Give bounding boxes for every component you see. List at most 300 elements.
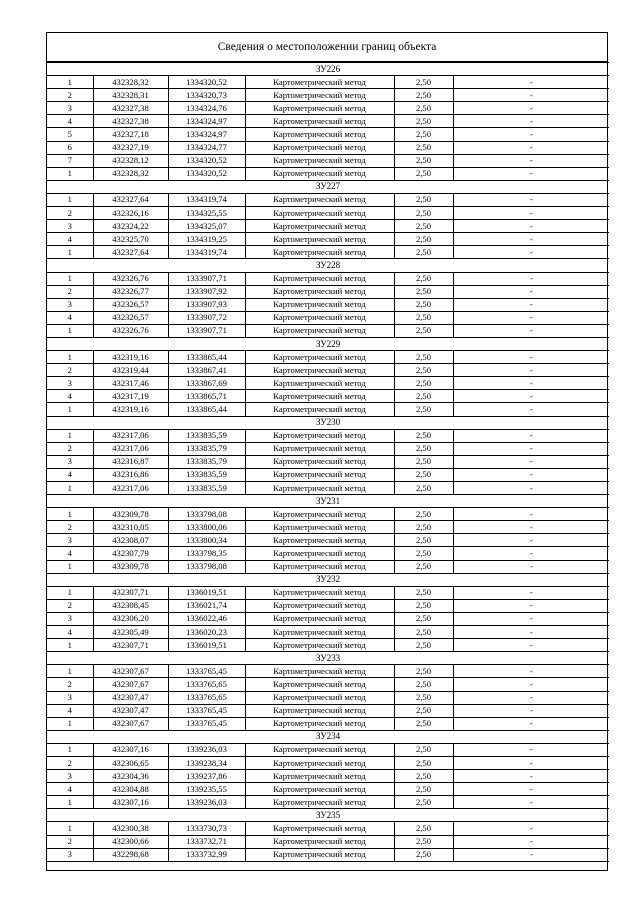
description-dash: -: [453, 534, 609, 547]
document-title: Сведения о местоположении границ объекта: [47, 33, 607, 62]
table-row: [47, 639, 609, 652]
coordinate-x: 432306,65: [93, 756, 168, 769]
precision-value: 2,50: [394, 390, 453, 403]
coordinate-x: 432309,78: [93, 508, 168, 521]
coordinate-x: 432317,06: [93, 482, 168, 495]
description-dash: -: [453, 822, 609, 835]
point-number: 4: [47, 390, 93, 403]
precision-value: 2,50: [394, 246, 453, 259]
coordinate-y: 1333907,72: [168, 311, 245, 324]
precision-value: 2,50: [394, 429, 453, 442]
determination-method: Картометрический метод: [245, 272, 394, 285]
point-number: 1: [47, 560, 93, 573]
point-number: 4: [47, 704, 93, 717]
coordinate-y: 1334324,97: [168, 128, 245, 141]
precision-value: 2,50: [394, 822, 453, 835]
description-dash: -: [453, 167, 609, 180]
description-dash: -: [453, 154, 609, 167]
precision-value: 2,50: [394, 547, 453, 560]
determination-method: Картометрический метод: [245, 743, 394, 756]
parcel-name: ЗУ227: [47, 180, 609, 193]
precision-value: 2,50: [394, 128, 453, 141]
determination-method: Картометрический метод: [245, 717, 394, 730]
table-row: [47, 691, 609, 704]
determination-method: Картометрический метод: [245, 141, 394, 154]
document-sheet: [46, 32, 608, 871]
point-number: 5: [47, 128, 93, 141]
precision-value: 2,50: [394, 770, 453, 783]
determination-method: Картометрический метод: [245, 311, 394, 324]
description-dash: -: [453, 403, 609, 416]
coordinate-x: 432326,57: [93, 311, 168, 324]
coordinate-x: 432308,07: [93, 534, 168, 547]
precision-value: 2,50: [394, 796, 453, 809]
determination-method: Картометрический метод: [245, 377, 394, 390]
determination-method: Картометрический метод: [245, 324, 394, 337]
coordinate-y: 1334324,76: [168, 102, 245, 115]
precision-value: 2,50: [394, 468, 453, 481]
table-row: [47, 364, 609, 377]
description-dash: -: [453, 560, 609, 573]
description-dash: -: [453, 756, 609, 769]
coordinate-y: 1334319,74: [168, 193, 245, 206]
description-dash: -: [453, 665, 609, 678]
coordinate-x: 432326,16: [93, 207, 168, 220]
coordinate-y: 1333865,71: [168, 390, 245, 403]
table-row: [47, 665, 609, 678]
parcel-name: ЗУ229: [47, 337, 609, 350]
parcel-header-row: [47, 416, 609, 429]
coordinate-y: 1334320,73: [168, 89, 245, 102]
description-dash: -: [453, 626, 609, 639]
table-row: [47, 848, 609, 861]
determination-method: Картометрический метод: [245, 220, 394, 233]
coordinate-x: 432308,45: [93, 599, 168, 612]
coordinate-y: 1334325,55: [168, 207, 245, 220]
coordinate-y: 1333865,44: [168, 351, 245, 364]
precision-value: 2,50: [394, 534, 453, 547]
coordinate-x: 432307,71: [93, 639, 168, 652]
description-dash: -: [453, 102, 609, 115]
coordinate-y: 1333800,06: [168, 521, 245, 534]
determination-method: Картометрический метод: [245, 796, 394, 809]
precision-value: 2,50: [394, 455, 453, 468]
coordinate-y: 1333798,35: [168, 547, 245, 560]
point-number: 1: [47, 193, 93, 206]
determination-method: Картометрический метод: [245, 167, 394, 180]
coordinate-x: 432307,67: [93, 665, 168, 678]
coordinate-x: 432307,71: [93, 586, 168, 599]
description-dash: -: [453, 390, 609, 403]
description-dash: -: [453, 482, 609, 495]
coordinate-y: 1333732,99: [168, 848, 245, 861]
point-number: 3: [47, 455, 93, 468]
precision-value: 2,50: [394, 364, 453, 377]
parcel-header-row: [47, 730, 609, 743]
table-row: [47, 508, 609, 521]
description-dash: -: [453, 547, 609, 560]
description-dash: -: [453, 704, 609, 717]
coordinate-y: 1333835,59: [168, 429, 245, 442]
table-row: [47, 429, 609, 442]
precision-value: 2,50: [394, 324, 453, 337]
precision-value: 2,50: [394, 311, 453, 324]
determination-method: Картометрический метод: [245, 612, 394, 625]
description-dash: -: [453, 76, 609, 89]
point-number: 1: [47, 639, 93, 652]
description-dash: -: [453, 835, 609, 848]
parcel-name: ЗУ226: [47, 63, 609, 76]
parcel-header-row: [47, 337, 609, 350]
point-number: 3: [47, 534, 93, 547]
description-dash: -: [453, 455, 609, 468]
coordinate-x: 432306,20: [93, 612, 168, 625]
precision-value: 2,50: [394, 639, 453, 652]
coordinate-y: 1333798,08: [168, 560, 245, 573]
precision-value: 2,50: [394, 783, 453, 796]
table-row: [47, 207, 609, 220]
table-row: [47, 612, 609, 625]
description-dash: -: [453, 207, 609, 220]
coordinate-x: 432327,18: [93, 128, 168, 141]
point-number: 4: [47, 311, 93, 324]
point-number: 1: [47, 482, 93, 495]
precision-value: 2,50: [394, 717, 453, 730]
precision-value: 2,50: [394, 704, 453, 717]
coordinate-y: 1339235,55: [168, 783, 245, 796]
coordinate-y: 1339238,34: [168, 756, 245, 769]
determination-method: Картометрический метод: [245, 626, 394, 639]
determination-method: Картометрический метод: [245, 468, 394, 481]
determination-method: Картометрический метод: [245, 521, 394, 534]
determination-method: Картометрический метод: [245, 403, 394, 416]
coordinate-x: 432326,76: [93, 324, 168, 337]
parcel-name: ЗУ231: [47, 495, 609, 508]
parcel-name: ЗУ232: [47, 573, 609, 586]
table-row: [47, 115, 609, 128]
coordinate-y: 1339236,03: [168, 796, 245, 809]
table-row: [47, 521, 609, 534]
parcel-header-row: [47, 63, 609, 76]
coordinate-y: 1334325,07: [168, 220, 245, 233]
point-number: 4: [47, 115, 93, 128]
table-row: [47, 455, 609, 468]
table-row: [47, 547, 609, 560]
determination-method: Картометрический метод: [245, 102, 394, 115]
coordinate-x: 432328,31: [93, 89, 168, 102]
description-dash: -: [453, 691, 609, 704]
precision-value: 2,50: [394, 691, 453, 704]
determination-method: Картометрический метод: [245, 442, 394, 455]
table-row: [47, 534, 609, 547]
determination-method: Картометрический метод: [245, 665, 394, 678]
table-row: [47, 560, 609, 573]
description-dash: -: [453, 508, 609, 521]
point-number: 4: [47, 233, 93, 246]
coordinate-y: 1333732,71: [168, 835, 245, 848]
coordinate-x: 432325,70: [93, 233, 168, 246]
coordinate-x: 432300,38: [93, 822, 168, 835]
coordinate-y: 1333800,34: [168, 534, 245, 547]
coordinate-x: 432328,32: [93, 76, 168, 89]
parcel-name: ЗУ233: [47, 652, 609, 665]
description-dash: -: [453, 364, 609, 377]
precision-value: 2,50: [394, 377, 453, 390]
table-row: [47, 298, 609, 311]
coordinate-y: 1339237,86: [168, 770, 245, 783]
description-dash: -: [453, 442, 609, 455]
precision-value: 2,50: [394, 612, 453, 625]
coordinate-y: 1333835,79: [168, 442, 245, 455]
table-row: [47, 403, 609, 416]
coordinate-x: 432324,22: [93, 220, 168, 233]
precision-value: 2,50: [394, 115, 453, 128]
coordinate-x: 432317,46: [93, 377, 168, 390]
point-number: 1: [47, 508, 93, 521]
precision-value: 2,50: [394, 403, 453, 416]
table-row: [47, 586, 609, 599]
coordinate-x: 432317,19: [93, 390, 168, 403]
table-row: [47, 756, 609, 769]
determination-method: Картометрический метод: [245, 390, 394, 403]
coordinate-y: 1334320,52: [168, 76, 245, 89]
table-row: [47, 468, 609, 481]
coordinate-x: 432327,64: [93, 193, 168, 206]
boundary-table: [47, 62, 609, 862]
description-dash: -: [453, 220, 609, 233]
precision-value: 2,50: [394, 442, 453, 455]
coordinate-y: 1333907,92: [168, 285, 245, 298]
coordinate-x: 432326,77: [93, 285, 168, 298]
parcel-name: ЗУ228: [47, 259, 609, 272]
precision-value: 2,50: [394, 272, 453, 285]
determination-method: Картометрический метод: [245, 639, 394, 652]
precision-value: 2,50: [394, 298, 453, 311]
precision-value: 2,50: [394, 835, 453, 848]
table-row: [47, 678, 609, 691]
table-row: [47, 285, 609, 298]
point-number: 1: [47, 665, 93, 678]
point-number: 1: [47, 246, 93, 259]
precision-value: 2,50: [394, 586, 453, 599]
coordinate-y: 1339236,03: [168, 743, 245, 756]
coordinate-y: 1333867,41: [168, 364, 245, 377]
point-number: 2: [47, 285, 93, 298]
coordinate-y: 1333765,45: [168, 704, 245, 717]
precision-value: 2,50: [394, 560, 453, 573]
coordinate-y: 1333765,45: [168, 717, 245, 730]
point-number: 2: [47, 678, 93, 691]
determination-method: Картометрический метод: [245, 154, 394, 167]
point-number: 4: [47, 468, 93, 481]
determination-method: Картометрический метод: [245, 704, 394, 717]
point-number: 3: [47, 770, 93, 783]
description-dash: -: [453, 272, 609, 285]
table-row: [47, 76, 609, 89]
determination-method: Картометрический метод: [245, 599, 394, 612]
table-row: [47, 89, 609, 102]
point-number: 3: [47, 298, 93, 311]
description-dash: -: [453, 141, 609, 154]
table-row: [47, 626, 609, 639]
precision-value: 2,50: [394, 678, 453, 691]
point-number: 1: [47, 796, 93, 809]
coordinate-x: 432316,86: [93, 468, 168, 481]
precision-value: 2,50: [394, 154, 453, 167]
precision-value: 2,50: [394, 508, 453, 521]
precision-value: 2,50: [394, 285, 453, 298]
precision-value: 2,50: [394, 76, 453, 89]
table-row: [47, 128, 609, 141]
description-dash: -: [453, 377, 609, 390]
table-row: [47, 193, 609, 206]
description-dash: -: [453, 429, 609, 442]
description-dash: -: [453, 770, 609, 783]
precision-value: 2,50: [394, 848, 453, 861]
precision-value: 2,50: [394, 482, 453, 495]
point-number: 3: [47, 848, 93, 861]
table-row: [47, 141, 609, 154]
description-dash: -: [453, 89, 609, 102]
coordinate-x: 432307,67: [93, 717, 168, 730]
description-dash: -: [453, 115, 609, 128]
coordinate-y: 1334324,97: [168, 115, 245, 128]
determination-method: Картометрический метод: [245, 482, 394, 495]
coordinate-x: 432319,44: [93, 364, 168, 377]
coordinate-x: 432327,38: [93, 115, 168, 128]
table-row: [47, 770, 609, 783]
table-row: [47, 822, 609, 835]
point-number: 7: [47, 154, 93, 167]
table-row: [47, 311, 609, 324]
coordinate-x: 432328,32: [93, 167, 168, 180]
precision-value: 2,50: [394, 233, 453, 246]
precision-value: 2,50: [394, 626, 453, 639]
parcel-header-row: [47, 259, 609, 272]
coordinate-x: 432317,06: [93, 442, 168, 455]
point-number: 1: [47, 272, 93, 285]
coordinate-y: 1333907,93: [168, 298, 245, 311]
description-dash: -: [453, 678, 609, 691]
coordinate-y: 1333798,08: [168, 508, 245, 521]
table-row: [47, 482, 609, 495]
point-number: 3: [47, 377, 93, 390]
precision-value: 2,50: [394, 521, 453, 534]
determination-method: Картометрический метод: [245, 364, 394, 377]
description-dash: -: [453, 233, 609, 246]
description-dash: -: [453, 246, 609, 259]
determination-method: Картометрический метод: [245, 508, 394, 521]
determination-method: Картометрический метод: [245, 848, 394, 861]
point-number: 2: [47, 756, 93, 769]
determination-method: Картометрический метод: [245, 678, 394, 691]
precision-value: 2,50: [394, 207, 453, 220]
determination-method: Картометрический метод: [245, 547, 394, 560]
determination-method: Картометрический метод: [245, 770, 394, 783]
coordinate-x: 432304,36: [93, 770, 168, 783]
coordinate-y: 1336020,23: [168, 626, 245, 639]
coordinate-x: 432327,38: [93, 102, 168, 115]
determination-method: Картометрический метод: [245, 207, 394, 220]
table-row: [47, 167, 609, 180]
table-row: [47, 442, 609, 455]
coordinate-y: 1334319,74: [168, 246, 245, 259]
precision-value: 2,50: [394, 665, 453, 678]
determination-method: Картометрический метод: [245, 285, 394, 298]
coordinate-y: 1333835,79: [168, 455, 245, 468]
determination-method: Картометрический метод: [245, 193, 394, 206]
parcel-header-row: [47, 573, 609, 586]
table-row: [47, 246, 609, 259]
determination-method: Картометрический метод: [245, 560, 394, 573]
point-number: 1: [47, 743, 93, 756]
point-number: 2: [47, 207, 93, 220]
coordinate-x: 432309,78: [93, 560, 168, 573]
point-number: 3: [47, 612, 93, 625]
point-number: 4: [47, 547, 93, 560]
point-number: 4: [47, 783, 93, 796]
point-number: 2: [47, 599, 93, 612]
coordinate-y: 1336019,51: [168, 639, 245, 652]
parcel-header-row: [47, 809, 609, 822]
coordinate-y: 1334324,77: [168, 141, 245, 154]
coordinate-y: 1333907,71: [168, 324, 245, 337]
precision-value: 2,50: [394, 743, 453, 756]
coordinate-x: 432327,64: [93, 246, 168, 259]
point-number: 2: [47, 89, 93, 102]
point-number: 1: [47, 324, 93, 337]
table-row: [47, 390, 609, 403]
description-dash: -: [453, 586, 609, 599]
coordinate-y: 1336019,51: [168, 586, 245, 599]
description-dash: -: [453, 128, 609, 141]
determination-method: Картометрический метод: [245, 233, 394, 246]
determination-method: Картометрический метод: [245, 783, 394, 796]
determination-method: Картометрический метод: [245, 351, 394, 364]
coordinate-y: 1334319,25: [168, 233, 245, 246]
coordinate-y: 1333865,44: [168, 403, 245, 416]
determination-method: Картометрический метод: [245, 89, 394, 102]
coordinate-x: 432307,47: [93, 691, 168, 704]
description-dash: -: [453, 796, 609, 809]
description-dash: -: [453, 743, 609, 756]
determination-method: Картометрический метод: [245, 534, 394, 547]
table-row: [47, 351, 609, 364]
coordinate-x: 432304,88: [93, 783, 168, 796]
parcel-header-row: [47, 495, 609, 508]
point-number: 1: [47, 76, 93, 89]
coordinate-x: 432310,05: [93, 521, 168, 534]
point-number: 3: [47, 220, 93, 233]
coordinate-x: 432300,66: [93, 835, 168, 848]
description-dash: -: [453, 521, 609, 534]
description-dash: -: [453, 639, 609, 652]
coordinate-x: 432305,49: [93, 626, 168, 639]
coordinate-x: 432328,12: [93, 154, 168, 167]
point-number: 3: [47, 691, 93, 704]
table-row: [47, 599, 609, 612]
description-dash: -: [453, 717, 609, 730]
determination-method: Картометрический метод: [245, 115, 394, 128]
table-row: [47, 324, 609, 337]
coordinate-y: 1333835,59: [168, 468, 245, 481]
point-number: 1: [47, 717, 93, 730]
determination-method: Картометрический метод: [245, 298, 394, 311]
precision-value: 2,50: [394, 89, 453, 102]
determination-method: Картометрический метод: [245, 246, 394, 259]
description-dash: -: [453, 351, 609, 364]
determination-method: Картометрический метод: [245, 76, 394, 89]
